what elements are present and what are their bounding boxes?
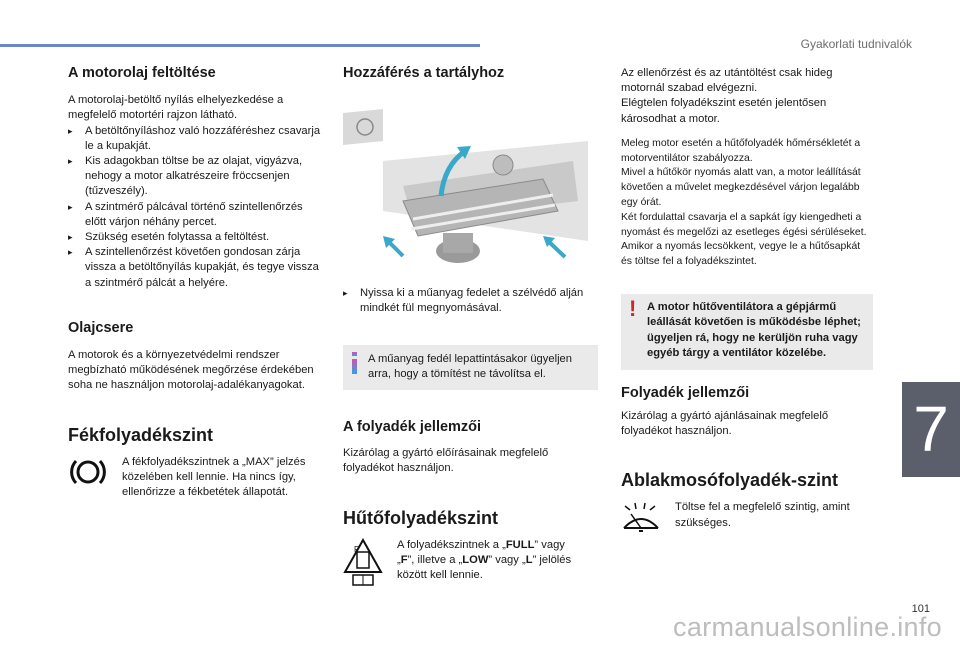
header-section-title: Gyakorlati tudnivalók xyxy=(800,37,912,51)
list-item: ▸ A szintmérő pálcával történő szintellenőrzés előtt várjon néhány percet. xyxy=(68,200,303,228)
list-item: ▸ A betöltőnyíláshoz való hozzáféréshez csavarja le a kupakját. xyxy=(68,124,321,152)
washer-spec-text: Kizárólag a gyártó ajánlásainak megfelelő folyadékot használjon. xyxy=(621,409,829,438)
list-item: ▸ Szükség esetén folytassa a feltöltést. xyxy=(68,230,326,245)
coolant-row xyxy=(343,538,598,591)
info-icon xyxy=(351,352,359,374)
column-3 xyxy=(621,66,873,542)
brake-fluid-text: A fékfolyadékszintnek a „MAX” jelzés közelében kell lennie. Ha nincs így, ellenőrizze a fékbetétek állapotát. xyxy=(122,455,306,499)
oil-fill-steps xyxy=(68,124,326,291)
warning-note xyxy=(621,294,873,370)
warm-engine-text: Meleg motor esetén a hűtőfolyadék hőmérsékletét a motorventilátor szabályozza. Mivel a hűtőkör nyomás alatt van, a motor leállítását követően a művelet megkezdésével várjon legalább egy órát. Két fordulattal csavarja el a sapkát így kiengedheti a nyomást és megelőzi az esetleges égési sérüléseket. Amikor a nyomás lecsökkent, vegye le a hűtősapkát és töltse fel a folyadékszintet. xyxy=(621,137,867,268)
chapter-tab: 7 xyxy=(902,382,960,477)
bullet-icon: ▸ xyxy=(68,247,73,258)
check-text-2: Elégtelen folyadékszint esetén jelentősen károsodhat a motor. xyxy=(621,97,827,125)
bullet-icon: ▸ xyxy=(343,288,348,299)
fluid-spec-text: Kizárólag a gyártó előírásainak megfelelő folyadékot használjon. xyxy=(343,447,549,475)
list-item: ▸ A szintellenőrzést követően gondosan zárja vissza a betöltőnyílás kupakját, és tegye vissza a szintmérő pálcát a helyére. xyxy=(68,246,319,289)
info-note-text: A műanyag fedél lepattintásakor ügyeljen arra, hogy a tömítést ne távolítsa el. xyxy=(368,352,572,380)
bullet-icon: ▸ xyxy=(68,201,73,212)
list-item: ▸ Kis adagokban töltse be az olajat, vigyázva, nehogy a motor alkatrészeire fröccsenjen (tűzveszély). xyxy=(68,155,303,198)
brake-warning-icon xyxy=(68,455,108,494)
list-item: ▸ Nyissa ki a műanyag fedelet a szélvédő alján mindkét fül megnyomásával. xyxy=(343,287,584,315)
washer-row xyxy=(621,500,873,541)
reservoir-access-illustration xyxy=(343,91,588,267)
access-steps xyxy=(343,286,598,316)
check-text-1: Az ellenőrzést és az utántöltést csak hideg motornál szabad elvégezni. xyxy=(621,67,833,95)
oil-change-title: Olajcsere xyxy=(68,319,134,336)
column-1 xyxy=(68,66,326,500)
coolant-title: Hűtőfolyadékszint xyxy=(343,507,499,528)
warning-text: A motor hűtőventilátora a gépjármű leállását követően is működésbe léphet; ügyeljen rá, hogy ne kerüljön ruha vagy egyéb tárgy a ventilátor közelébe. xyxy=(647,300,861,360)
info-note xyxy=(343,345,598,390)
washer-title: Ablakmosófolyadék-szint xyxy=(621,470,839,491)
column-2 xyxy=(343,66,598,591)
washer-text: Töltse fel a megfelelő szintig, amint szükséges. xyxy=(675,501,850,529)
oil-fill-intro: A motorolaj-betöltő nyílás elhelyezkedése a megfelelő motortéri rajzon látható. xyxy=(68,94,284,122)
svg-text:F: F xyxy=(354,544,359,554)
page-number: 101 xyxy=(911,603,930,615)
brake-fluid-row xyxy=(68,455,326,501)
access-title: Hozzáférés a tartályhoz xyxy=(343,65,505,81)
watermark: carmanualsonline.info xyxy=(673,612,942,642)
coolant-text: A folyadékszintnek a „FULL” vagy „F”, illetve a „LOW” vagy „L” jelölés között kell lennie. xyxy=(397,538,572,582)
oil-fill-title: A motorolaj feltöltése xyxy=(68,65,216,81)
fluid-spec-title: A folyadék jellemzői xyxy=(343,419,482,436)
top-accent-bar xyxy=(0,44,480,47)
oil-change-text: A motorok és a környezetvédelmi rendszer megbízható működésének megőrzése érdekében soha ne használjon motorolaj-adalékanyagokat. xyxy=(68,349,314,392)
coolant-warning-icon xyxy=(343,538,383,591)
bullet-icon: ▸ xyxy=(68,232,73,243)
washer-spec-title: Folyadék jellemzői xyxy=(621,384,750,401)
brake-fluid-title: Fékfolyadékszint xyxy=(68,424,214,445)
washer-fluid-icon xyxy=(621,500,661,541)
bullet-icon: ▸ xyxy=(68,125,73,136)
warning-icon: ! xyxy=(629,295,637,321)
bullet-icon: ▸ xyxy=(68,156,73,167)
